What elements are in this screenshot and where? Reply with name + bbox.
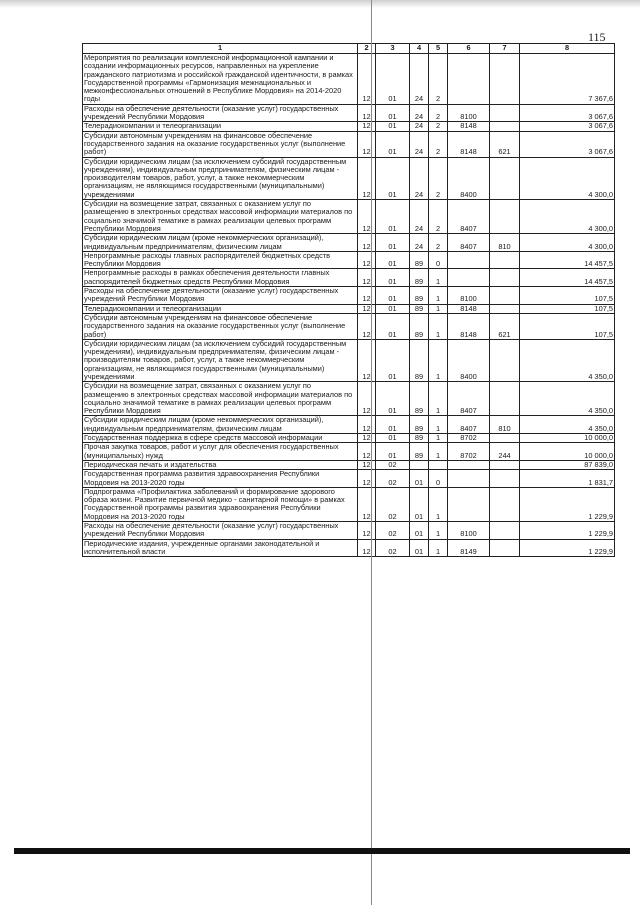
code-cell: 01 bbox=[376, 287, 410, 305]
scan-edge bbox=[0, 0, 640, 8]
amount-cell: 4 300,0 bbox=[520, 200, 615, 234]
code-cell: 24 bbox=[410, 157, 429, 199]
code-cell bbox=[490, 434, 520, 443]
amount-cell: 3 067,6 bbox=[520, 122, 615, 131]
code-cell: 1 bbox=[429, 487, 448, 521]
code-cell: 01 bbox=[376, 131, 410, 157]
amount-cell: 1 229,9 bbox=[520, 487, 615, 521]
code-cell: 12 bbox=[358, 251, 376, 269]
header-cell: 8 bbox=[520, 44, 615, 54]
item-name-cell: Непрограммные расходы в рамках обеспечения деятельности главных распорядителей бюджетных средств Республики Мордовия bbox=[83, 269, 358, 287]
code-cell: 244 bbox=[490, 443, 520, 461]
code-cell bbox=[490, 104, 520, 122]
code-cell: 1 bbox=[429, 443, 448, 461]
header-cell: 3 bbox=[376, 44, 410, 54]
code-cell: 621 bbox=[490, 313, 520, 339]
code-cell bbox=[490, 522, 520, 540]
code-cell: 12 bbox=[358, 443, 376, 461]
code-cell: 89 bbox=[410, 434, 429, 443]
code-cell: 12 bbox=[358, 287, 376, 305]
table-row bbox=[83, 304, 615, 313]
code-cell: 12 bbox=[358, 54, 376, 105]
amount-cell: 4 350,0 bbox=[520, 382, 615, 416]
fold-line bbox=[371, 0, 372, 905]
code-cell bbox=[448, 269, 490, 287]
code-cell bbox=[490, 382, 520, 416]
code-cell: 01 bbox=[376, 304, 410, 313]
table-row bbox=[83, 54, 615, 105]
code-cell: 12 bbox=[358, 434, 376, 443]
code-cell bbox=[448, 460, 490, 469]
code-cell bbox=[490, 470, 520, 488]
code-cell: 01 bbox=[376, 157, 410, 199]
amount-cell: 10 000,0 bbox=[520, 434, 615, 443]
table-row bbox=[83, 522, 615, 540]
item-name-cell: Субсидии юридическим лицам (кроме некоммерческих организаций), индивидуальным предпринимателям, физическим лицам bbox=[83, 234, 358, 252]
code-cell: 01 bbox=[376, 234, 410, 252]
code-cell: 01 bbox=[410, 487, 429, 521]
code-cell: 12 bbox=[358, 200, 376, 234]
amount-cell: 4 300,0 bbox=[520, 234, 615, 252]
code-cell: 12 bbox=[358, 304, 376, 313]
code-cell: 8407 bbox=[448, 416, 490, 434]
code-cell: 24 bbox=[410, 200, 429, 234]
code-cell: 1 bbox=[429, 539, 448, 557]
code-cell: 1 bbox=[429, 269, 448, 287]
code-cell: 8407 bbox=[448, 382, 490, 416]
amount-cell: 1 229,9 bbox=[520, 522, 615, 540]
code-cell: 12 bbox=[358, 157, 376, 199]
code-cell bbox=[448, 470, 490, 488]
code-cell: 12 bbox=[358, 416, 376, 434]
header-cell: 2 bbox=[358, 44, 376, 54]
code-cell: 2 bbox=[429, 131, 448, 157]
code-cell: 2 bbox=[429, 104, 448, 122]
table-row bbox=[83, 104, 615, 122]
code-cell: 8407 bbox=[448, 234, 490, 252]
item-name-cell: Субсидии автономным учреждениям на финансовое обеспечение государственного задания на оказание государственных услуг (выполнение работ) bbox=[83, 313, 358, 339]
header-cell: 4 bbox=[410, 44, 429, 54]
code-cell: 8100 bbox=[448, 104, 490, 122]
amount-cell: 14 457,5 bbox=[520, 269, 615, 287]
code-cell bbox=[429, 460, 448, 469]
code-cell: 02 bbox=[376, 539, 410, 557]
code-cell: 1 bbox=[429, 434, 448, 443]
code-cell: 12 bbox=[358, 470, 376, 488]
code-cell: 89 bbox=[410, 339, 429, 381]
code-cell bbox=[448, 251, 490, 269]
code-cell: 01 bbox=[376, 313, 410, 339]
code-cell: 01 bbox=[376, 443, 410, 461]
amount-cell: 4 350,0 bbox=[520, 416, 615, 434]
code-cell bbox=[490, 304, 520, 313]
code-cell: 2 bbox=[429, 122, 448, 131]
code-cell: 01 bbox=[376, 104, 410, 122]
code-cell: 1 bbox=[429, 416, 448, 434]
table-row bbox=[83, 382, 615, 416]
code-cell bbox=[490, 539, 520, 557]
header-cell: 1 bbox=[83, 44, 358, 54]
item-name-cell: Субсидии юридическим лицам (за исключением субсидий государственным учреждениям), индивидуальным предпринимателям, физическим лицам - производителям товаров, работ, услуг, а также некоммерческим организациям, не являющимся государственными (муниципальными) учреждениями bbox=[83, 339, 358, 381]
code-cell bbox=[490, 269, 520, 287]
table-row bbox=[83, 487, 615, 521]
code-cell: 02 bbox=[376, 487, 410, 521]
table-row bbox=[83, 416, 615, 434]
header-cell: 7 bbox=[490, 44, 520, 54]
code-cell bbox=[448, 54, 490, 105]
table-row bbox=[83, 470, 615, 488]
code-cell: 01 bbox=[376, 122, 410, 131]
item-name-cell: Расходы на обеспечение деятельности (оказание услуг) государственных учреждений Республики Мордовия bbox=[83, 104, 358, 122]
code-cell: 810 bbox=[490, 416, 520, 434]
code-cell: 89 bbox=[410, 251, 429, 269]
code-cell: 1 bbox=[429, 339, 448, 381]
code-cell: 89 bbox=[410, 416, 429, 434]
table-row bbox=[83, 251, 615, 269]
table-row bbox=[83, 339, 615, 381]
code-cell: 01 bbox=[376, 54, 410, 105]
amount-cell: 3 067,6 bbox=[520, 104, 615, 122]
table-row bbox=[83, 539, 615, 557]
amount-cell: 14 457,5 bbox=[520, 251, 615, 269]
item-name-cell: Государственная поддержка в сфере средств массовой информации bbox=[83, 434, 358, 443]
code-cell bbox=[490, 251, 520, 269]
page-number: 115 bbox=[588, 30, 606, 44]
code-cell: 8100 bbox=[448, 287, 490, 305]
code-cell bbox=[490, 287, 520, 305]
code-cell: 8148 bbox=[448, 122, 490, 131]
code-cell: 89 bbox=[410, 287, 429, 305]
code-cell: 01 bbox=[410, 522, 429, 540]
code-cell bbox=[410, 460, 429, 469]
header-cell: 5 bbox=[429, 44, 448, 54]
table-row bbox=[83, 287, 615, 305]
table-row bbox=[83, 122, 615, 131]
code-cell: 8148 bbox=[448, 304, 490, 313]
item-name-cell: Подпрограмма «Профилактика заболеваний и формирование здорового образа жизни. Развитие первичной медико - санитарной помощи» в рамках Государственной программы развития здравоохранения Республики Мордовия на 2013-2020 годы bbox=[83, 487, 358, 521]
code-cell bbox=[490, 460, 520, 469]
table-row bbox=[83, 234, 615, 252]
code-cell: 12 bbox=[358, 234, 376, 252]
table-row bbox=[83, 313, 615, 339]
code-cell: 89 bbox=[410, 269, 429, 287]
item-name-cell: Субсидии автономным учреждениям на финансовое обеспечение государственного задания на оказание государственных услуг (выполнение работ) bbox=[83, 131, 358, 157]
code-cell: 12 bbox=[358, 539, 376, 557]
header-row bbox=[83, 44, 615, 54]
code-cell: 01 bbox=[376, 251, 410, 269]
code-cell bbox=[490, 200, 520, 234]
code-cell: 12 bbox=[358, 382, 376, 416]
code-cell: 24 bbox=[410, 122, 429, 131]
item-name-cell: Субсидии на возмещение затрат, связанных с оказанием услуг по размещению в электронных средствах массовой информации материалов по социально значимой тематике в рамках реализации целевых программ Республики Мордовия bbox=[83, 200, 358, 234]
code-cell: 810 bbox=[490, 234, 520, 252]
amount-cell: 107,5 bbox=[520, 304, 615, 313]
code-cell: 8100 bbox=[448, 522, 490, 540]
code-cell: 01 bbox=[376, 434, 410, 443]
code-cell: 8400 bbox=[448, 339, 490, 381]
code-cell bbox=[490, 487, 520, 521]
code-cell: 8407 bbox=[448, 200, 490, 234]
code-cell: 12 bbox=[358, 104, 376, 122]
code-cell: 12 bbox=[358, 487, 376, 521]
code-cell: 01 bbox=[410, 539, 429, 557]
code-cell: 01 bbox=[376, 269, 410, 287]
amount-cell: 4 300,0 bbox=[520, 157, 615, 199]
code-cell: 12 bbox=[358, 122, 376, 131]
item-name-cell: Телерадиокомпании и телеорганизации bbox=[83, 304, 358, 313]
code-cell: 01 bbox=[410, 470, 429, 488]
code-cell: 02 bbox=[376, 460, 410, 469]
code-cell: 1 bbox=[429, 382, 448, 416]
code-cell bbox=[490, 339, 520, 381]
amount-cell: 3 067,6 bbox=[520, 131, 615, 157]
amount-cell: 7 367,6 bbox=[520, 54, 615, 105]
table-row bbox=[83, 157, 615, 199]
item-name-cell: Телерадиокомпании и телеорганизации bbox=[83, 122, 358, 131]
item-name-cell: Прочая закупка товаров, работ и услуг для обеспечения государственных (муниципальных) нужд bbox=[83, 443, 358, 461]
code-cell: 89 bbox=[410, 313, 429, 339]
code-cell bbox=[490, 122, 520, 131]
amount-cell: 10 000,0 bbox=[520, 443, 615, 461]
code-cell: 8148 bbox=[448, 131, 490, 157]
code-cell: 01 bbox=[376, 382, 410, 416]
code-cell: 12 bbox=[358, 522, 376, 540]
code-cell bbox=[448, 487, 490, 521]
amount-cell: 1 831,7 bbox=[520, 470, 615, 488]
code-cell: 2 bbox=[429, 200, 448, 234]
code-cell: 1 bbox=[429, 522, 448, 540]
code-cell: 24 bbox=[410, 104, 429, 122]
code-cell: 2 bbox=[429, 157, 448, 199]
code-cell: 621 bbox=[490, 131, 520, 157]
code-cell: 01 bbox=[376, 200, 410, 234]
code-cell: 01 bbox=[376, 339, 410, 381]
code-cell: 12 bbox=[358, 313, 376, 339]
code-cell: 2 bbox=[429, 234, 448, 252]
code-cell: 02 bbox=[376, 522, 410, 540]
code-cell: 12 bbox=[358, 339, 376, 381]
item-name-cell: Расходы на обеспечение деятельности (оказание услуг) государственных учреждений Республики Мордовия bbox=[83, 522, 358, 540]
code-cell: 12 bbox=[358, 131, 376, 157]
amount-cell: 107,5 bbox=[520, 313, 615, 339]
code-cell: 8400 bbox=[448, 157, 490, 199]
item-name-cell: Субсидии юридическим лицам (за исключением субсидий государственным учреждениям), индивидуальным предпринимателям, физическим лицам - производителям товаров, работ, услуг, а также некоммерческим организациям, не являющимся государственными (муниципальными) учреждениями bbox=[83, 157, 358, 199]
item-name-cell: Субсидии на возмещение затрат, связанных с оказанием услуг по размещению в электронных средствах массовой информации материалов по социально значимой тематике в рамках реализации целевых программ Республики Мордовия bbox=[83, 382, 358, 416]
code-cell: 02 bbox=[376, 470, 410, 488]
code-cell: 0 bbox=[429, 251, 448, 269]
item-name-cell: Субсидии юридическим лицам (кроме некоммерческих организаций), индивидуальным предпринимателям, физическим лицам bbox=[83, 416, 358, 434]
code-cell: 8148 bbox=[448, 313, 490, 339]
code-cell: 1 bbox=[429, 287, 448, 305]
code-cell: 1 bbox=[429, 313, 448, 339]
amount-cell: 1 229,9 bbox=[520, 539, 615, 557]
code-cell bbox=[490, 54, 520, 105]
budget-table bbox=[82, 43, 615, 557]
table-row bbox=[83, 443, 615, 461]
code-cell: 24 bbox=[410, 234, 429, 252]
code-cell bbox=[490, 157, 520, 199]
code-cell: 89 bbox=[410, 304, 429, 313]
table-row bbox=[83, 131, 615, 157]
bottom-bar bbox=[14, 848, 630, 854]
code-cell: 8702 bbox=[448, 434, 490, 443]
amount-cell: 87 839,0 bbox=[520, 460, 615, 469]
item-name-cell: Расходы на обеспечение деятельности (оказание услуг) государственных учреждений Республики Мордовия bbox=[83, 287, 358, 305]
code-cell: 8702 bbox=[448, 443, 490, 461]
table-row bbox=[83, 200, 615, 234]
table-row bbox=[83, 269, 615, 287]
code-cell: 24 bbox=[410, 131, 429, 157]
item-name-cell: Мероприятия по реализации комплексной информационной кампании и создании информационных ресурсов, направленных на укрепление гражданского патриотизма и российской гражданской идентичности, в рамках Государственной программы «Гармонизация межнациональных и межконфессиональных отношений в Республике Мордовия» на 2014-2020 годы bbox=[83, 54, 358, 105]
code-cell: 12 bbox=[358, 269, 376, 287]
item-name-cell: Периодические издания, учрежденные органами законодательной и исполнительной власти bbox=[83, 539, 358, 557]
code-cell: 1 bbox=[429, 304, 448, 313]
item-name-cell: Непрограммные расходы главных распорядителей бюджетных средств Республики Мордовия bbox=[83, 251, 358, 269]
code-cell: 8149 bbox=[448, 539, 490, 557]
code-cell: 89 bbox=[410, 443, 429, 461]
item-name-cell: Периодическая печать и издательства bbox=[83, 460, 358, 469]
amount-cell: 4 350,0 bbox=[520, 339, 615, 381]
code-cell: 0 bbox=[429, 470, 448, 488]
code-cell: 01 bbox=[376, 416, 410, 434]
code-cell: 12 bbox=[358, 460, 376, 469]
code-cell: 24 bbox=[410, 54, 429, 105]
header-cell: 6 bbox=[448, 44, 490, 54]
amount-cell: 107,5 bbox=[520, 287, 615, 305]
item-name-cell: Государственная программа развития здравоохранения Республики Мордовия на 2013-2020 годы bbox=[83, 470, 358, 488]
code-cell: 89 bbox=[410, 382, 429, 416]
code-cell: 2 bbox=[429, 54, 448, 105]
